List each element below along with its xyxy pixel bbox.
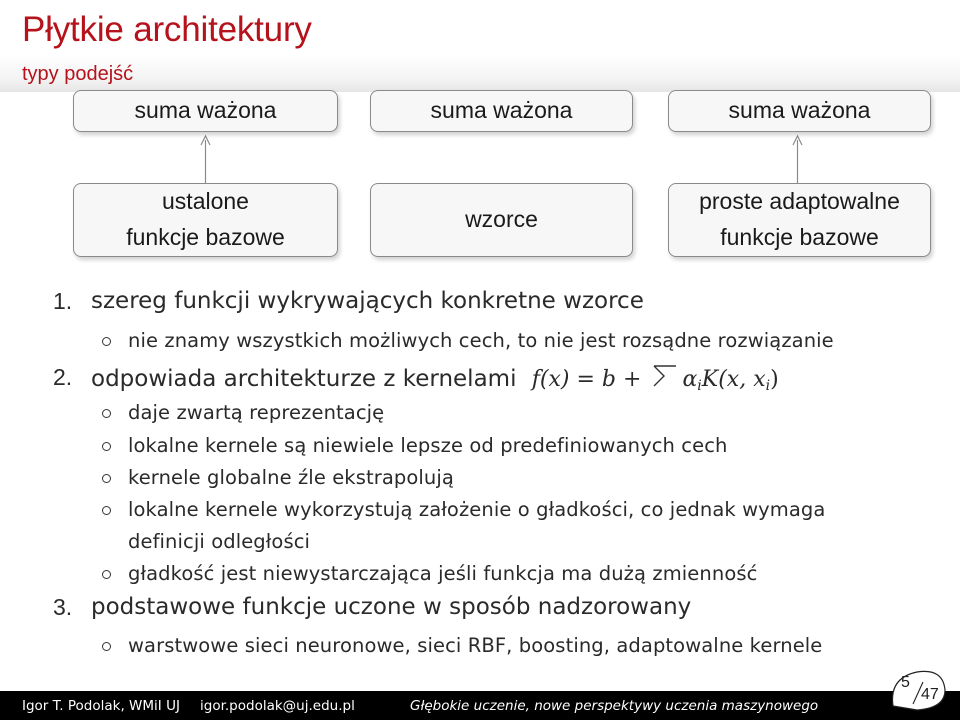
fixed-basis-functions-box bbox=[73, 183, 338, 257]
sub-item-continuation bbox=[128, 530, 310, 553]
sub-item bbox=[128, 634, 822, 657]
kernel-formula bbox=[532, 367, 779, 392]
slide-title: Płytkie architektury bbox=[22, 10, 312, 49]
circle-bullet-icon bbox=[102, 474, 111, 483]
weighted-sum-box-2 bbox=[370, 90, 633, 132]
sub-item bbox=[128, 434, 728, 457]
slide-footer bbox=[0, 691, 960, 720]
weighted-sum-label: suma ważona bbox=[728, 97, 871, 124]
weighted-sum-label: suma ważona bbox=[430, 97, 573, 124]
sub-item bbox=[128, 329, 834, 352]
footer-course-title: Głębokie uczenie, nowe perspektywy uczenia maszynowego bbox=[410, 698, 819, 714]
list-number: 3. bbox=[53, 594, 73, 620]
sub-item-text: daje zwartą reprezentację bbox=[128, 401, 385, 424]
formula-kernel: K(x, x bbox=[701, 367, 766, 392]
formula-close: ) bbox=[770, 367, 779, 392]
sub-item-text: definicji odległości bbox=[128, 530, 311, 553]
list-item-2 bbox=[53, 364, 779, 394]
arrowhead-1 bbox=[201, 136, 210, 145]
footer-author: Igor T. Podolak, WMiI UJ bbox=[22, 698, 180, 714]
circle-bullet-icon bbox=[102, 337, 111, 346]
box-line-1: wzorce bbox=[465, 206, 538, 233]
box-line-1: proste adaptowalne bbox=[699, 188, 900, 215]
circle-bullet-icon bbox=[102, 642, 111, 651]
weighted-sum-box-1 bbox=[73, 90, 338, 132]
sum-sign-icon bbox=[652, 364, 678, 386]
sub-item-text: lokalne kernele są niewiele lepsze od predefiniowanych cech bbox=[128, 434, 728, 457]
slide-header bbox=[0, 0, 960, 92]
formula-subscript: i bbox=[697, 378, 702, 394]
templates-box bbox=[370, 183, 633, 257]
page-current: 5 bbox=[901, 674, 910, 691]
sub-item-text: kernele globalne źle ekstrapolują bbox=[128, 466, 454, 489]
list-item-text: podstawowe funkcje uczone w sposób nadzorowany bbox=[91, 594, 692, 620]
circle-bullet-icon bbox=[102, 409, 111, 418]
sub-item bbox=[128, 498, 825, 521]
page-total: 47 bbox=[921, 686, 939, 703]
list-item-text: szereg funkcji wykrywających konkretne wzorce bbox=[91, 288, 644, 314]
sub-item bbox=[128, 562, 757, 585]
box-line-2: funkcje bazowe bbox=[126, 224, 285, 250]
list-item-1 bbox=[53, 288, 644, 314]
list-number: 2. bbox=[53, 364, 73, 390]
sub-item bbox=[128, 466, 454, 489]
slide-subtitle: typy podejść bbox=[22, 63, 134, 85]
box-line-1: ustalone bbox=[162, 188, 249, 215]
adaptive-basis-functions-box bbox=[668, 183, 931, 257]
formula-subscript: i bbox=[765, 378, 771, 394]
weighted-sum-label: suma ważona bbox=[134, 97, 277, 124]
list-item-text: odpowiada architekturze z kernelami bbox=[91, 366, 517, 392]
list-number: 1. bbox=[53, 288, 73, 314]
arrowhead-3 bbox=[793, 136, 802, 145]
box-line-2: funkcje bazowe bbox=[720, 224, 879, 250]
sub-item-text: gładkość jest niewystarczająca jeśli funkcja ma dużą zmienność bbox=[128, 562, 758, 585]
circle-bullet-icon bbox=[102, 442, 111, 451]
sub-item-text: warstwowe sieci neuronowe, sieci RBF, boosting, adaptowalne kernele bbox=[128, 634, 823, 657]
weighted-sum-box-3 bbox=[668, 90, 931, 132]
formula-lhs: f(x) = b + bbox=[531, 367, 642, 392]
footer-email: igor.podolak@uj.edu.pl bbox=[200, 698, 355, 714]
circle-bullet-icon bbox=[102, 570, 111, 579]
sub-item bbox=[128, 401, 384, 424]
formula-alpha: α bbox=[682, 367, 698, 392]
list-item-3 bbox=[53, 594, 692, 620]
sub-item-text: lokalne kernele wykorzystują założenie o gładkości, co jednak wymaga bbox=[128, 498, 826, 521]
sub-item-text: nie znamy wszystkich możliwych cech, to nie jest rozsądne rozwiązanie bbox=[128, 329, 834, 352]
circle-bullet-icon bbox=[102, 506, 111, 515]
page-number-badge bbox=[887, 668, 947, 712]
